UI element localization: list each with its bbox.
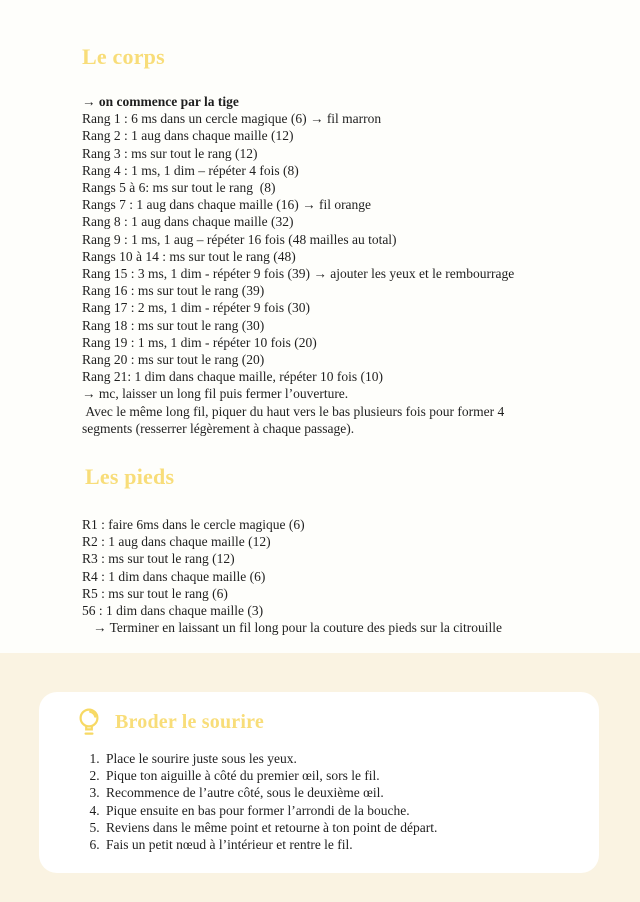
instruction-line: Rang 9 : 1 ms, 1 aug – répéter 16 fois (48 mailles au total) <box>82 231 397 247</box>
instruction-line: R5 : ms sur tout le rang (6) <box>82 585 228 601</box>
instruction-line: Rang 18 : ms sur tout le rang (30) <box>82 317 265 333</box>
instruction-line: Rangs 10 à 14 : ms sur tout le rang (48) <box>82 248 296 264</box>
instruction-line: Rangs 7 : 1 aug dans chaque maille (16) → fil orange <box>82 197 372 213</box>
instruction-line: Rang 20 : ms sur tout le rang (20) <box>82 352 265 368</box>
instruction-line: Avec le même long fil, piquer du haut vers le bas plusieurs fois pour former 4 <box>82 403 505 419</box>
instruction-line: Rang 15 : 3 ms, 1 dim - répéter 9 fois (39) → ajouter les yeux et le rembourrage <box>82 266 515 282</box>
pieds-instructions <box>82 516 630 636</box>
section-title-sourire: Broder le sourire <box>115 711 264 733</box>
callout-band <box>0 653 640 902</box>
sourire-steps <box>39 750 599 853</box>
instruction-line: 56 : 1 dim dans chaque maille (3) <box>82 603 264 619</box>
instruction-line: Rang 4 : 1 ms, 1 dim – répéter 4 fois (8) <box>82 162 299 178</box>
step-item: 2. Pique ton aiguille à côté du premier œil, sors le fil. <box>103 767 599 784</box>
pieds-finish-note: → Terminer en laissant un fil long pour la couture des pieds sur la citrouille <box>93 620 502 636</box>
section-title-corps: Le corps <box>82 44 165 69</box>
callout-header <box>39 692 599 737</box>
instruction-line: Rang 2 : 1 aug dans chaque maille (12) <box>82 128 294 144</box>
instruction-line: Rang 8 : 1 aug dans chaque maille (32) <box>82 214 294 230</box>
instruction-line: R3 : ms sur tout le rang (12) <box>82 551 235 567</box>
instruction-line: R4 : 1 dim dans chaque maille (6) <box>82 568 266 584</box>
step-item: 3. Recommence de l’autre côté, sous le deuxième œil. <box>103 784 599 801</box>
instruction-line: Rang 3 : ms sur tout le rang (12) <box>82 145 258 161</box>
instruction-line: Rang 1 : 6 ms dans un cercle magique (6) → fil marron <box>82 111 382 127</box>
instruction-line: R2 : 1 aug dans chaque maille (12) <box>82 534 271 550</box>
section-title-pieds: Les pieds <box>85 464 175 490</box>
instruction-line: Rang 16 : ms sur tout le rang (39) <box>82 283 265 299</box>
instruction-line: segments (resserrer légèrement à chaque passage). <box>82 420 355 436</box>
instruction-line: Rang 17 : 2 ms, 1 dim - répéter 9 fois (30) <box>82 300 310 316</box>
instruction-line: Rang 19 : 1 ms, 1 dim - répéter 10 fois (20) <box>82 334 317 350</box>
step-item: 5. Reviens dans le même point et retourne à ton point de départ. <box>103 819 599 836</box>
step-item: 4. Pique ensuite en bas pour former l’arrondi de la bouche. <box>103 802 599 819</box>
callout-card <box>39 692 599 873</box>
instruction-line: R1 : faire 6ms dans le cercle magique (6) <box>82 517 305 533</box>
instruction-line: Rang 21: 1 dim dans chaque maille, répéter 10 fois (10) <box>82 369 384 385</box>
corps-instructions <box>82 110 630 437</box>
instruction-line: Rangs 5 à 6: ms sur tout le rang (8) <box>82 180 276 196</box>
step-item: 6. Fais un petit nœud à l’intérieur et rentre le fil. <box>103 836 599 853</box>
step-item: 1. Place le sourire juste sous les yeux. <box>103 750 599 767</box>
corps-intro: → on commence par la tige <box>82 94 239 109</box>
instruction-line: → mc, laisser un long fil puis fermer l’ouverture. <box>82 386 349 402</box>
lightbulb-icon <box>77 707 101 737</box>
